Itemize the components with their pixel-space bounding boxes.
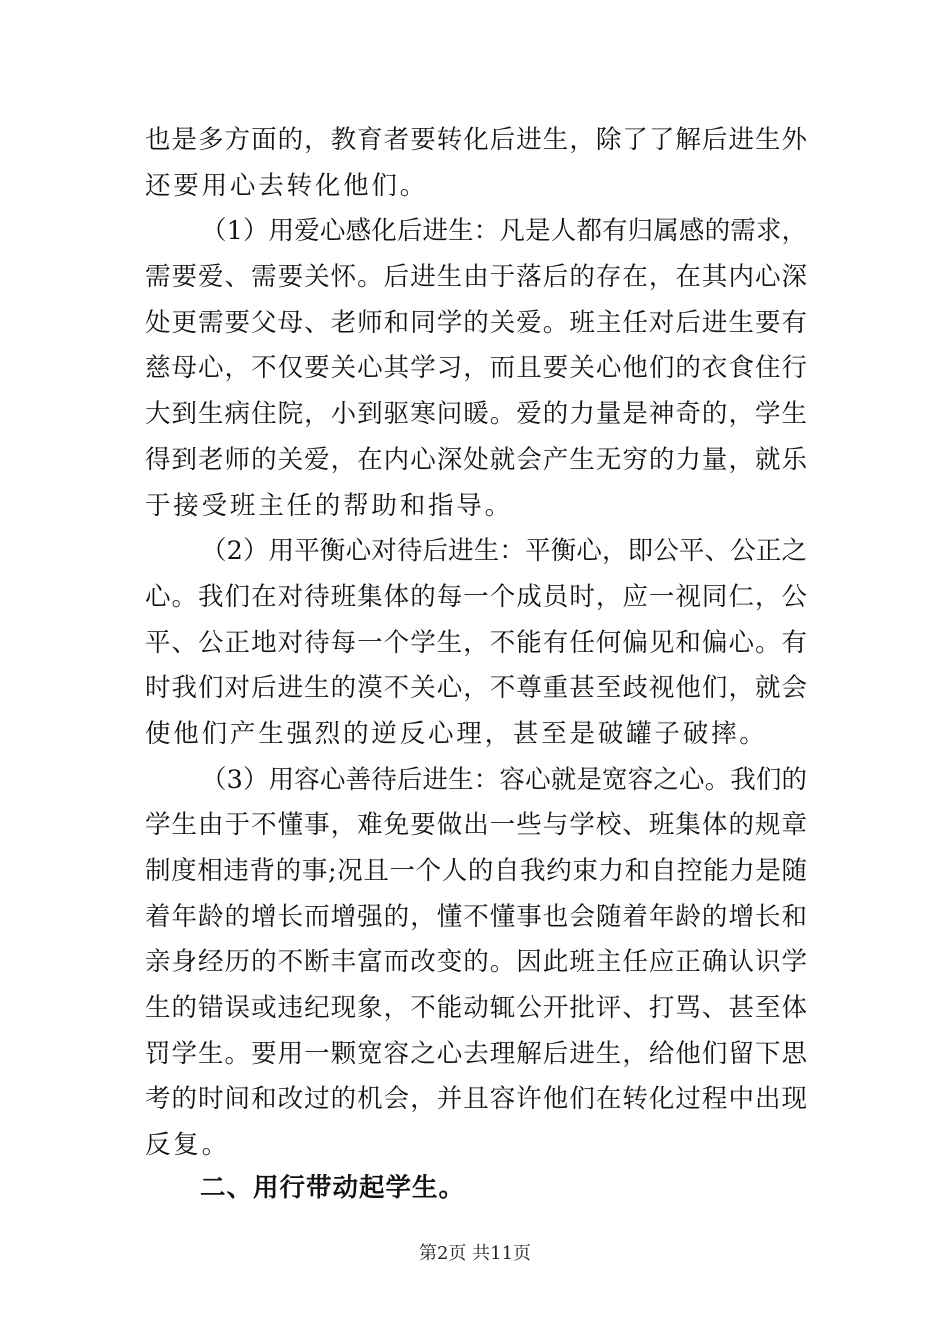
section-heading: 二、用行带动起学生。	[200, 1173, 466, 1203]
text-line: 制度相违背的事;况且一个人的自我约束力和自控能力是随	[145, 856, 807, 886]
text-line: 还要用心去转化他们。	[145, 170, 429, 201]
text-line: 心。我们在对待班集体的每一个成员时，应一视同仁，公	[145, 581, 807, 612]
text-line: 时我们对后进生的漠不关心，不尊重甚至歧视他们，就会	[145, 673, 807, 704]
text-line: 得到老师的关爱，在内心深处就会产生无穷的力量，就乐	[145, 444, 807, 475]
text-line: 也是多方面的，教育者要转化后进生，除了了解后进生外	[145, 125, 807, 155]
text-line: 学生由于不懂事，难免要做出一些与学校、班集体的规章	[145, 810, 807, 841]
text-line: 反复。	[145, 1130, 230, 1161]
text-line: 考的时间和改过的机会，并且容许他们在转化过程中出现	[145, 1084, 807, 1115]
text-line: 于接受班主任的帮助和指导。	[145, 490, 513, 521]
text-line: 需要爱、需要关怀。后进生由于落后的存在，在其内心深	[145, 262, 807, 293]
text-line: 生的错误或违纪现象，不能动辄公开批评、打骂、甚至体	[145, 993, 807, 1024]
text-line: 使他们产生强烈的逆反心理，甚至是破罐子破摔。	[145, 718, 768, 749]
text-line: 大到生病住院，小到驱寒问暖。爱的力量是神奇的，学生	[145, 399, 807, 430]
text-line: （3）用容心善待后进生：容心就是宽容之心。我们的	[201, 764, 807, 795]
text-line: （1）用爱心感化后进生：凡是人都有归属感的需求，	[201, 216, 807, 247]
text-line: 着年龄的增长而增强的，懂不懂事也会随着年龄的增长和	[145, 901, 807, 932]
text-line: 罚学生。要用一颗宽容之心去理解后进生，给他们留下思	[145, 1038, 807, 1069]
text-line: 亲身经历的不断丰富而改变的。因此班主任应正确认识学	[145, 947, 807, 978]
text-line: 处更需要父母、老师和同学的关爱。班主任对后进生要有	[145, 307, 807, 338]
page-footer: 第2页 共11页	[418, 1243, 532, 1264]
body-text	[145, 118, 807, 1169]
text-line: 平、公正地对待每一个学生，不能有任何偏见和偏心。有	[145, 627, 807, 658]
text-line: （2）用平衡心对待后进生：平衡心，即公平、公正之	[201, 536, 807, 567]
text-line: 慈母心，不仅要关心其学习，而且要关心他们的衣食住行	[145, 353, 807, 384]
